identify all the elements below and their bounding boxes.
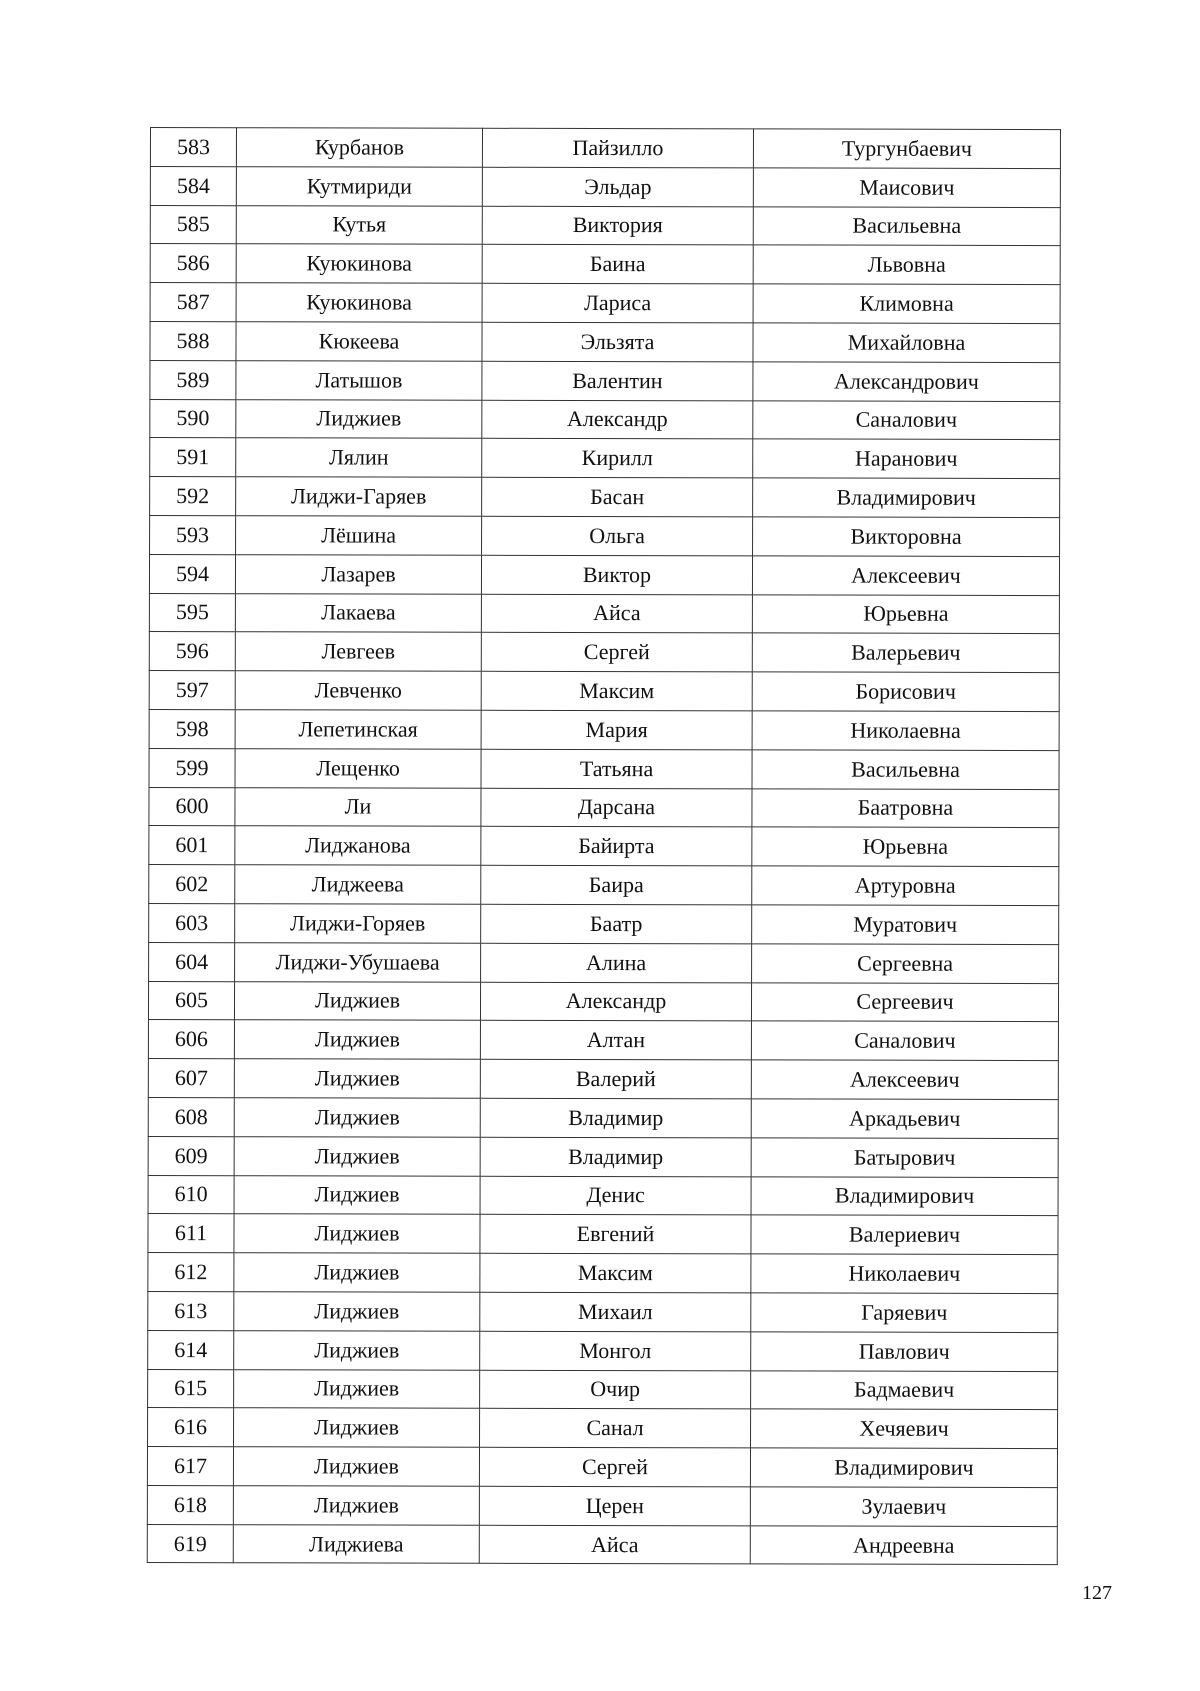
table-row	[148, 1369, 1058, 1410]
first-name-cell: Басан	[482, 477, 753, 516]
patronymic-cell: Андреевна	[750, 1526, 1057, 1565]
row-number-cell: 596	[149, 632, 235, 671]
patronymic-cell: Хечяевич	[751, 1409, 1058, 1448]
patronymic-cell: Наранович	[753, 439, 1060, 478]
table-row	[148, 1175, 1058, 1216]
first-name-cell: Пайзилло	[482, 128, 753, 167]
table-row	[149, 748, 1059, 789]
row-number-cell: 616	[148, 1408, 234, 1447]
row-number-cell: 584	[150, 166, 236, 205]
patronymic-cell: Михайловна	[753, 323, 1060, 362]
surname-cell: Лиджиев	[234, 1369, 480, 1408]
surname-cell: Лиджиев	[234, 1020, 480, 1059]
patronymic-cell: Борисович	[752, 672, 1059, 711]
table-row	[149, 671, 1059, 712]
surname-cell: Лиджиев	[234, 1175, 480, 1214]
row-number-cell: 603	[149, 903, 235, 942]
first-name-cell: Михаил	[480, 1292, 751, 1331]
surname-cell: Лялин	[236, 438, 482, 477]
patronymic-cell: Сергеевич	[751, 982, 1058, 1021]
surname-cell: Левгеев	[235, 632, 481, 671]
table-row	[148, 1408, 1058, 1449]
table-row	[150, 438, 1060, 479]
first-name-cell: Айса	[479, 1525, 750, 1564]
surname-cell: Лиджиева	[233, 1524, 479, 1563]
table-row	[148, 1059, 1058, 1100]
patronymic-cell: Батырович	[751, 1138, 1058, 1177]
table-row	[148, 1253, 1058, 1294]
patronymic-cell: Юрьевна	[752, 827, 1059, 866]
surname-cell: Лиджиев	[234, 1292, 480, 1331]
table-row	[149, 632, 1059, 673]
first-name-cell: Кирилл	[482, 439, 753, 478]
table-row	[150, 515, 1060, 556]
first-name-cell: Эльзята	[482, 322, 753, 361]
surname-cell: Лакаева	[235, 593, 481, 632]
patronymic-cell: Саналович	[753, 400, 1060, 439]
surname-cell: Лёшина	[236, 516, 482, 555]
row-number-cell: 583	[150, 128, 236, 167]
patronymic-cell: Алексеевич	[751, 1060, 1058, 1099]
patronymic-cell: Бадмаевич	[751, 1370, 1058, 1409]
surname-cell: Лепетинская	[235, 710, 481, 749]
first-name-cell: Валентин	[482, 361, 753, 400]
row-number-cell: 595	[149, 593, 235, 632]
patronymic-cell: Тургунбаевич	[753, 129, 1060, 168]
first-name-cell: Сергей	[479, 1447, 750, 1486]
patronymic-cell: Николаевна	[752, 711, 1059, 750]
surname-cell: Лиджиев	[234, 1214, 480, 1253]
first-name-cell: Татьяна	[481, 749, 752, 788]
patronymic-cell: Львовна	[753, 245, 1060, 284]
row-number-cell: 614	[148, 1330, 234, 1369]
page-number: 127	[1082, 1582, 1112, 1604]
table-row	[149, 942, 1059, 983]
surname-cell: Лиджиев	[234, 1330, 480, 1369]
row-number-cell: 607	[148, 1059, 234, 1098]
table-row	[149, 709, 1059, 750]
surname-cell: Лиджанова	[235, 826, 481, 865]
patronymic-cell: Саналович	[751, 1021, 1058, 1060]
patronymic-cell: Александрович	[753, 362, 1060, 401]
patronymic-cell: Васильевна	[753, 206, 1060, 245]
patronymic-cell: Алексеевич	[752, 556, 1059, 595]
table-row	[149, 554, 1059, 595]
first-name-cell: Сергей	[481, 633, 752, 672]
table-row	[150, 166, 1060, 207]
table-row	[150, 477, 1060, 518]
row-number-cell: 605	[148, 981, 234, 1020]
row-number-cell: 613	[148, 1291, 234, 1330]
row-number-cell: 610	[148, 1175, 234, 1214]
first-name-cell: Церен	[479, 1486, 750, 1525]
surname-cell: Лиджиев	[234, 1253, 480, 1292]
row-number-cell: 588	[150, 321, 236, 360]
surname-cell: Латышов	[236, 360, 482, 399]
first-name-cell: Денис	[480, 1176, 751, 1215]
surname-cell: Лиджиев	[233, 1486, 479, 1525]
table-row	[148, 1136, 1058, 1177]
patronymic-cell: Гаряевич	[751, 1293, 1058, 1332]
first-name-cell: Владимир	[480, 1137, 751, 1176]
table-row	[149, 593, 1059, 634]
first-name-cell: Виктория	[482, 206, 753, 245]
patronymic-cell: Юрьевна	[752, 594, 1059, 633]
surname-cell: Кюкеева	[236, 322, 482, 361]
row-number-cell: 619	[147, 1524, 233, 1563]
row-number-cell: 618	[147, 1485, 233, 1524]
patronymic-cell: Викторовна	[753, 517, 1060, 556]
first-name-cell: Александр	[482, 400, 753, 439]
table-row	[148, 1330, 1058, 1371]
row-number-cell: 593	[150, 515, 236, 554]
table-row	[150, 244, 1060, 285]
patronymic-cell: Зулаевич	[750, 1487, 1057, 1526]
table-row	[150, 205, 1060, 246]
surname-cell: Кутья	[236, 205, 482, 244]
row-number-cell: 592	[150, 477, 236, 516]
table-row	[150, 321, 1060, 362]
table-row	[148, 1291, 1058, 1332]
first-name-cell: Айса	[481, 594, 752, 633]
first-name-cell: Лариса	[482, 283, 753, 322]
row-number-cell: 585	[150, 205, 236, 244]
table-row	[148, 1020, 1058, 1061]
row-number-cell: 587	[150, 283, 236, 322]
first-name-cell: Алтан	[480, 1021, 751, 1060]
surname-cell: Ли	[235, 787, 481, 826]
patronymic-cell: Николаевич	[751, 1254, 1058, 1293]
row-number-cell: 604	[149, 942, 235, 981]
first-name-cell: Ольга	[482, 516, 753, 555]
table-row	[149, 903, 1059, 944]
row-number-cell: 608	[148, 1097, 234, 1136]
patronymic-cell: Климовна	[753, 284, 1060, 323]
row-number-cell: 609	[148, 1136, 234, 1175]
surname-cell: Левченко	[235, 671, 481, 710]
patronymic-cell: Баатровна	[752, 788, 1059, 827]
row-number-cell: 597	[149, 671, 235, 710]
name-table	[147, 127, 1061, 1566]
row-number-cell: 589	[150, 360, 236, 399]
patronymic-cell: Владимирович	[753, 478, 1060, 517]
first-name-cell: Монгол	[480, 1331, 751, 1370]
surname-cell: Куюкинова	[236, 244, 482, 283]
row-number-cell: 606	[148, 1020, 234, 1059]
row-number-cell: 599	[149, 748, 235, 787]
table-row	[148, 1097, 1058, 1138]
first-name-cell: Байирта	[481, 827, 752, 866]
surname-cell: Лиджи-Гаряев	[236, 477, 482, 516]
first-name-cell: Дарсана	[481, 788, 752, 827]
surname-cell: Лиджиев	[236, 399, 482, 438]
first-name-cell: Владимир	[480, 1098, 751, 1137]
first-name-cell: Евгений	[480, 1215, 751, 1254]
row-number-cell: 611	[148, 1214, 234, 1253]
surname-cell: Лиджи-Убушаева	[235, 942, 481, 981]
row-number-cell: 600	[149, 787, 235, 826]
patronymic-cell: Владимирович	[751, 1176, 1058, 1215]
patronymic-cell: Муратович	[752, 905, 1059, 944]
patronymic-cell: Маисович	[753, 168, 1060, 207]
table-row	[150, 128, 1060, 169]
surname-cell: Кутмириди	[236, 166, 482, 205]
first-name-cell: Александр	[480, 982, 751, 1021]
surname-cell: Лиджеева	[235, 865, 481, 904]
surname-cell: Лиджиев	[234, 1136, 480, 1175]
first-name-cell: Баира	[481, 865, 752, 904]
surname-cell: Лиджиев	[233, 1447, 479, 1486]
patronymic-cell: Владимирович	[750, 1448, 1057, 1487]
table-row	[150, 360, 1060, 401]
table-row	[150, 399, 1060, 440]
table-row	[147, 1447, 1057, 1488]
table-row	[149, 787, 1059, 828]
patronymic-cell: Павлович	[751, 1332, 1058, 1371]
surname-cell: Лещенко	[235, 748, 481, 787]
patronymic-cell: Валерьевич	[752, 633, 1059, 672]
surname-cell: Лиджиев	[234, 1408, 480, 1447]
surname-cell: Лиджиев	[234, 981, 480, 1020]
surname-cell: Лиджиев	[234, 1098, 480, 1137]
patronymic-cell: Аркадьевич	[751, 1099, 1058, 1138]
first-name-cell: Санал	[480, 1409, 751, 1448]
table-row	[150, 283, 1060, 324]
first-name-cell: Очир	[480, 1370, 751, 1409]
first-name-cell: Валерий	[480, 1059, 751, 1098]
row-number-cell: 590	[150, 399, 236, 438]
first-name-cell: Баатр	[481, 904, 752, 943]
table-row	[148, 981, 1058, 1022]
row-number-cell: 615	[148, 1369, 234, 1408]
row-number-cell: 591	[150, 438, 236, 477]
row-number-cell: 617	[147, 1447, 233, 1486]
table-row	[148, 1214, 1058, 1255]
first-name-cell: Баина	[482, 245, 753, 284]
first-name-cell: Эльдар	[482, 167, 753, 206]
row-number-cell: 594	[149, 554, 235, 593]
first-name-cell: Виктор	[481, 555, 752, 594]
surname-cell: Лиджиев	[234, 1059, 480, 1098]
patronymic-cell: Валериевич	[751, 1215, 1058, 1254]
row-number-cell: 586	[150, 244, 236, 283]
surname-cell: Курбанов	[236, 128, 482, 167]
first-name-cell: Максим	[480, 1253, 751, 1292]
patronymic-cell: Артуровна	[752, 866, 1059, 905]
table-row	[149, 826, 1059, 867]
row-number-cell: 612	[148, 1253, 234, 1292]
first-name-cell: Алина	[481, 943, 752, 982]
row-number-cell: 601	[149, 826, 235, 865]
table-row	[149, 865, 1059, 906]
patronymic-cell: Васильевна	[752, 750, 1059, 789]
surname-cell: Куюкинова	[236, 283, 482, 322]
first-name-cell: Мария	[481, 710, 752, 749]
table-row	[147, 1485, 1057, 1526]
first-name-cell: Максим	[481, 671, 752, 710]
surname-cell: Лазарев	[235, 554, 481, 593]
row-number-cell: 598	[149, 709, 235, 748]
patronymic-cell: Сергеевна	[752, 944, 1059, 983]
row-number-cell: 602	[149, 865, 235, 904]
name-table-body	[147, 128, 1060, 1566]
surname-cell: Лиджи-Горяев	[235, 904, 481, 943]
table-row	[147, 1524, 1057, 1565]
